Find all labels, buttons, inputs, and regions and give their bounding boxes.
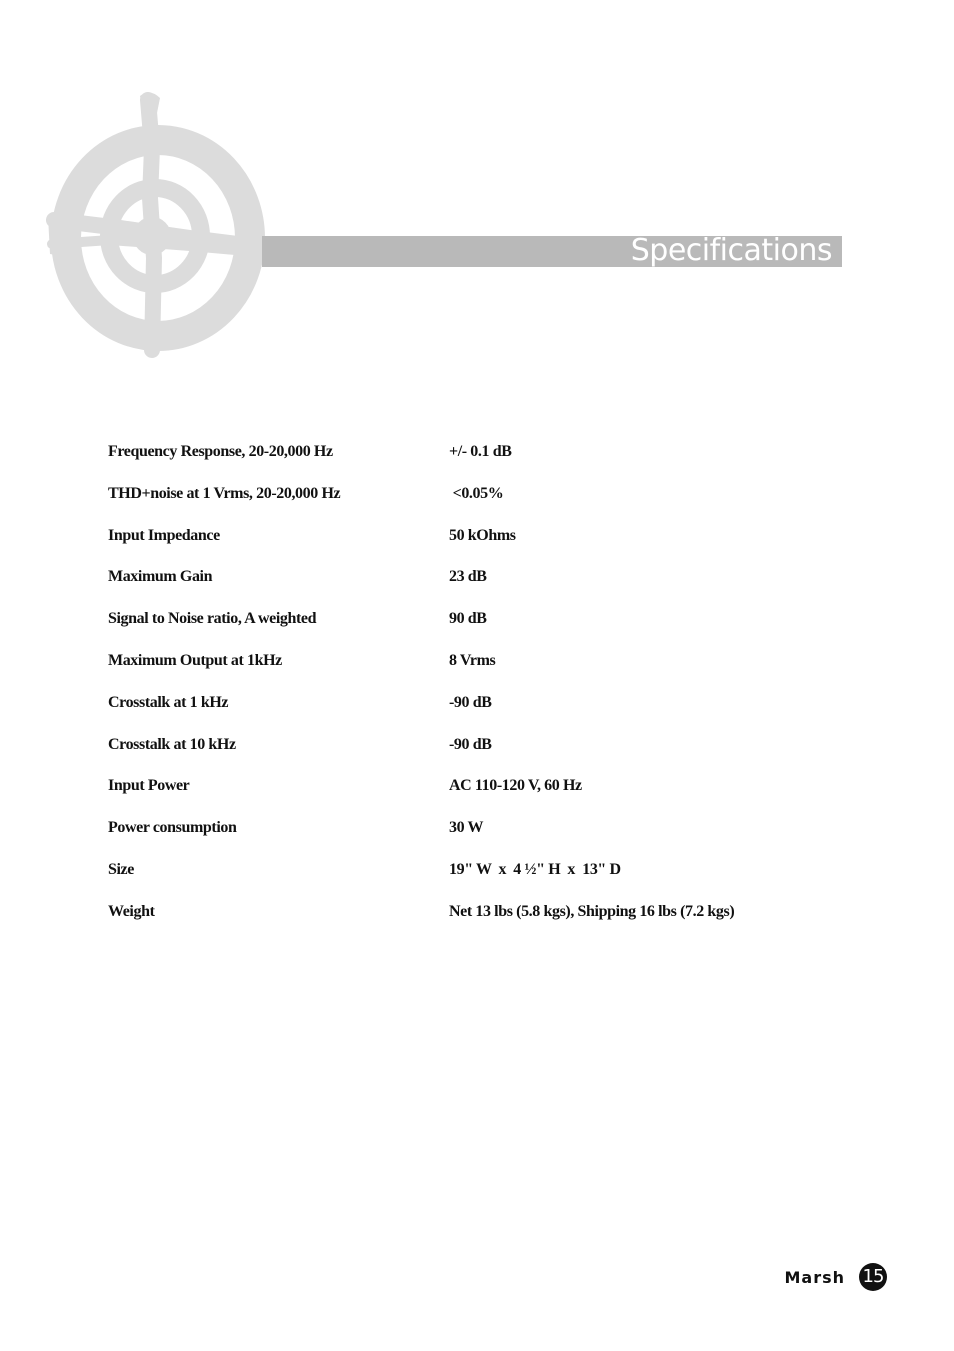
spec-label: Crosstalk at 1 kHz [108, 693, 229, 711]
spec-row [108, 816, 828, 858]
spec-label: Signal to Noise ratio, A weighted [108, 610, 317, 628]
spec-value: <0.05% [449, 484, 504, 502]
spec-row [108, 858, 828, 900]
spec-row [108, 440, 828, 482]
spec-label: Frequency Response, 20-20,000 Hz [108, 443, 333, 460]
title-bar [262, 233, 842, 268]
spec-row [108, 691, 828, 733]
spec-value: 8 Vrms [449, 651, 496, 669]
spec-row [108, 607, 828, 649]
spec-value: 50 kOhms [449, 526, 516, 544]
spec-value: 23 dB [449, 568, 487, 586]
page-footer [784, 1263, 887, 1291]
spec-row [108, 774, 828, 816]
spec-row [108, 900, 828, 942]
spec-label: Weight [108, 902, 155, 920]
page-title: Specifications [630, 233, 832, 268]
spec-label: Size [108, 860, 134, 878]
spec-value: 90 dB [449, 610, 487, 628]
spec-value: -90 dB [449, 735, 492, 753]
spec-row [108, 524, 828, 566]
spec-label: Input Impedance [108, 526, 220, 544]
spec-value: -90 dB [449, 693, 492, 711]
spec-label: Maximum Gain [108, 568, 213, 586]
brand-name: Marsh [784, 1267, 845, 1287]
spec-label: Crosstalk at 10 kHz [108, 735, 236, 753]
spec-value: AC 110-120 V, 60 Hz [449, 777, 582, 795]
spec-value: 19" W x 4 ½" H x 13" D [449, 860, 621, 878]
spec-value: +/- 0.1 dB [449, 443, 512, 460]
spec-label: THD+noise at 1 Vrms, 20-20,000 Hz [108, 484, 341, 502]
spec-table [108, 440, 828, 942]
spec-label: Input Power [108, 777, 190, 795]
spec-row [108, 649, 828, 691]
spec-row [108, 733, 828, 775]
crosshair-emblem-icon [40, 88, 300, 368]
page-number: 15 [859, 1263, 887, 1291]
spec-value: Net 13 lbs (5.8 kgs), Shipping 16 lbs (7.2 kgs) [449, 902, 735, 920]
spec-label: Maximum Output at 1kHz [108, 651, 282, 669]
spec-row [108, 565, 828, 607]
spec-row [108, 482, 828, 524]
spec-label: Power consumption [108, 819, 237, 837]
spec-value: 30 W [449, 819, 484, 837]
